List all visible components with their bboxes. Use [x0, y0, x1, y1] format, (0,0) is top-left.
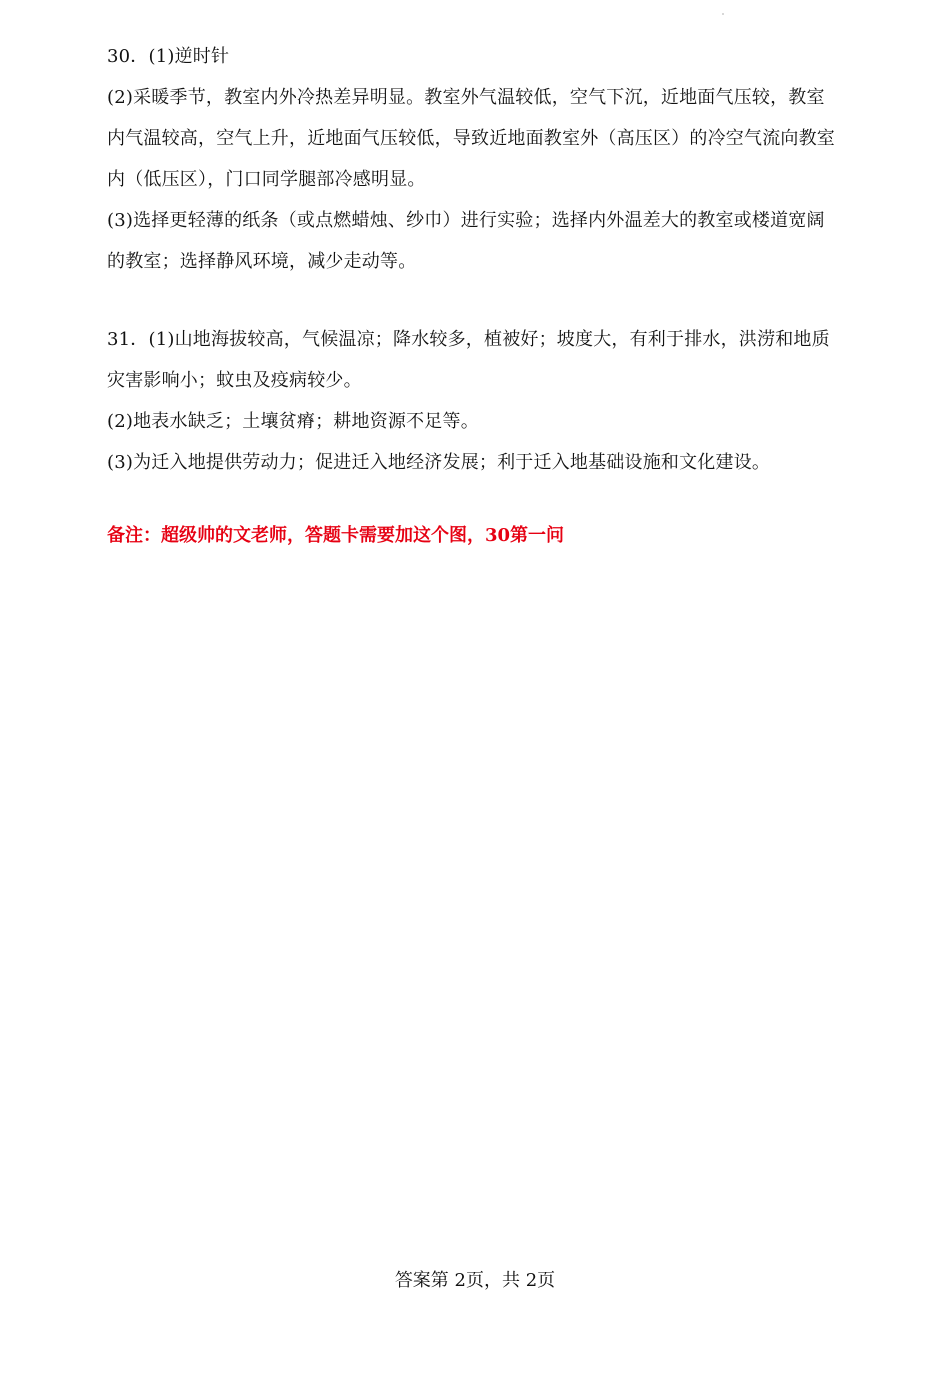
q30-line-5: (3)选择更轻薄的纸条（或点燃蜡烛、纱巾）进行实验；选择内外温差大的教室或楼道宽阔 — [107, 210, 825, 231]
answer-content — [107, 36, 847, 551]
q31-line-4: (3)为迁入地提供劳动力；促进迁入地经济发展；利于迁入地基础设施和文化建设。 — [107, 452, 771, 473]
page-footer: 答案第 2页，共 2页 — [394, 1270, 556, 1291]
q30-line-1: 30．(1)逆时针 — [107, 46, 230, 67]
q31-line-1: 31．(1)山地海拔较高，气候温凉；降水较多，植被好；坡度大，有利于排水，洪涝和地质 — [107, 329, 830, 350]
scan-dot — [722, 13, 724, 15]
q30-line-6: 的教室；选择静风环境，减少走动等。 — [107, 251, 417, 272]
q31-line-3: (2)地表水缺乏；土壤贫瘠；耕地资源不足等。 — [107, 411, 479, 432]
q30-line-3: 内气温较高，空气上升，近地面气压较低，导致近地面教室外（高压区）的冷空气流向教室 — [107, 128, 835, 149]
q30-line-2: (2)采暖季节，教室内外冷热差异明显。教室外气温较低，空气下沉，近地面气压较，教室 — [107, 87, 825, 108]
question-31-answer — [107, 319, 847, 483]
question-30-answer — [107, 36, 847, 282]
teacher-note: 备注：超级帅的文老师，答题卡需要加这个图，30第一问 — [107, 525, 565, 546]
q30-line-4: 内（低压区），门口同学腿部冷感明显。 — [107, 169, 426, 190]
q31-line-2: 灾害影响小；蚊虫及疫病较少。 — [107, 370, 362, 391]
